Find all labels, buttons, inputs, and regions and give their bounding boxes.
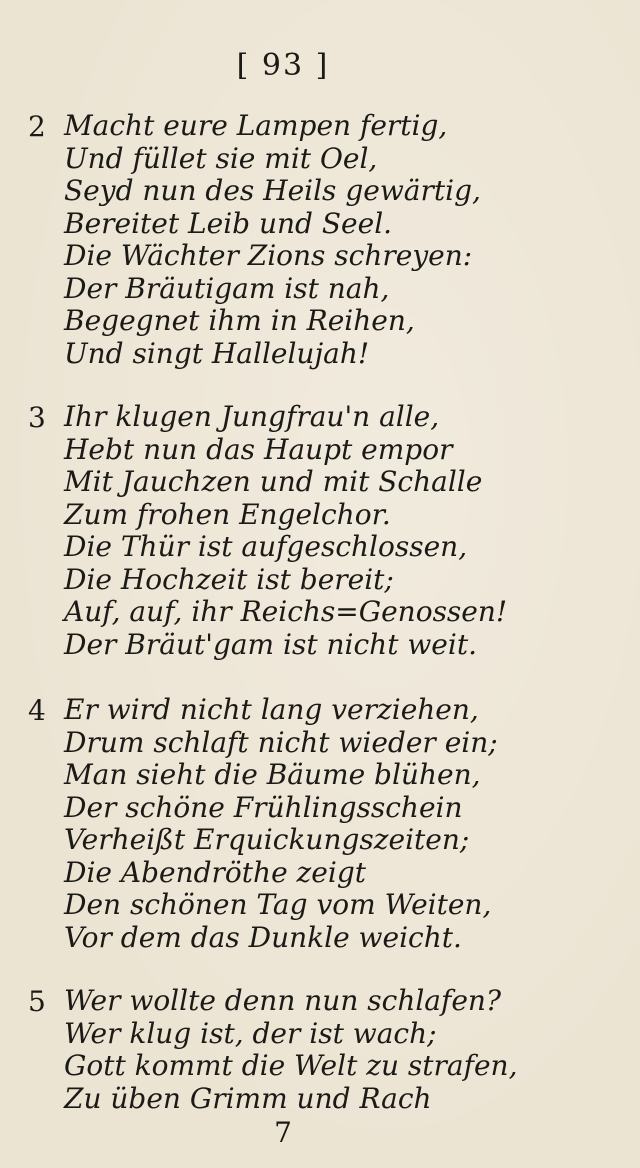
- verse-line: Der Bräut'gam ist nicht weit.: [64, 627, 477, 661]
- verse-line: Wer wollte denn nun schlafen?: [64, 984, 501, 1017]
- verse-line: Und singt Hallelujah!: [64, 336, 370, 370]
- verse-line: Zu üben Grimm und Rach: [64, 1081, 432, 1115]
- verse-line: Vor dem das Dunkle weicht.: [64, 920, 462, 954]
- verse-line: Den schönen Tag vom Weiten,: [64, 888, 492, 921]
- verse-line: Er wird nicht lang verziehen,: [64, 693, 479, 726]
- verse-line: Mit Jauchzen und mit Schalle: [64, 465, 483, 498]
- verse-line: Man sieht die Bäume blühen,: [64, 758, 481, 791]
- verse-line: Wer klug ist, der ist wach;: [64, 1016, 437, 1050]
- stanza-number: 2: [28, 110, 46, 143]
- verse-line: Macht eure Lampen fertig,: [64, 109, 448, 142]
- verse-line: Die Thür ist aufgeschlossen,: [64, 530, 468, 563]
- page-number: [ 93 ]: [236, 48, 330, 83]
- stanza-lines: [64, 401, 507, 661]
- verse-line: Bereitet Leib und Seel.: [64, 206, 393, 240]
- stanza-number: 3: [28, 401, 46, 434]
- verse-line: Gott kommt die Welt zu strafen,: [64, 1049, 518, 1082]
- signature-mark: 7: [274, 1116, 292, 1149]
- stanza-number: 4: [28, 694, 46, 727]
- stanza-number: 5: [28, 985, 46, 1018]
- verse-line: Die Wächter Zions schreyen:: [64, 239, 473, 272]
- verse-line: Verheißt Erquickungszeiten;: [64, 823, 470, 856]
- verse-line: Der schöne Frühlingsschein: [64, 790, 463, 824]
- verse-line: Begegnet ihm in Reihen,: [64, 304, 415, 337]
- verse-line: Und füllet sie mit Oel,: [64, 141, 378, 175]
- verse-line: Die Hochzeit ist bereit;: [64, 562, 394, 596]
- verse-line: Auf, auf, ihr Reichs=Genossen!: [64, 595, 508, 628]
- verse-line: Die Abendröthe zeigt: [64, 855, 366, 889]
- verse-line: Der Bräutigam ist nah,: [64, 271, 390, 305]
- stanza-lines: [64, 694, 498, 954]
- verse-line: Seyd nun des Heils gewärtig,: [64, 174, 481, 207]
- stanza-lines: [64, 985, 517, 1115]
- verse-line: Drum schlaft nicht wieder ein;: [64, 725, 498, 759]
- verse-line: Hebt nun das Haupt empor: [64, 432, 453, 466]
- verse-line: Zum frohen Engelchor.: [64, 497, 391, 531]
- stanza-lines: [64, 110, 481, 370]
- verse-line: Ihr klugen Jungfrau'n alle,: [64, 400, 440, 433]
